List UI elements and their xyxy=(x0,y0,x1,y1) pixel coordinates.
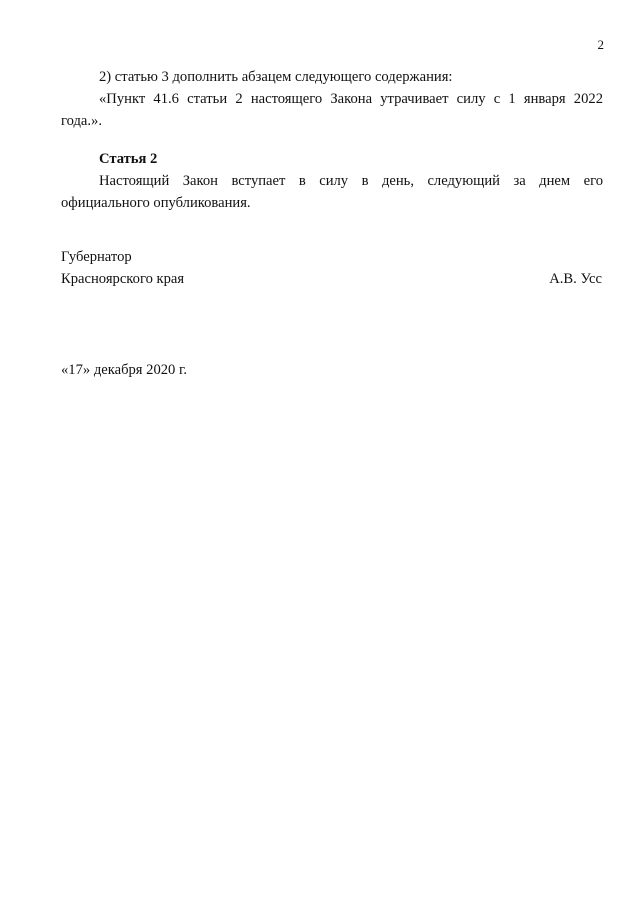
signature-title-line-2: Красноярского края xyxy=(61,271,185,287)
signatory-name: А.В. Усс xyxy=(549,271,602,287)
article-1-item-2: 2) статью 3 дополнить абзацем следующего содержания: xyxy=(99,69,453,85)
article-2-text-line-2: официального опубликования. xyxy=(61,195,251,211)
article-1-quote-line-2: года.». xyxy=(61,113,102,129)
document-date: «17» декабря 2020 г. xyxy=(61,362,187,378)
document-body xyxy=(61,66,603,381)
article-2-heading: Статья 2 xyxy=(99,151,158,167)
spacer xyxy=(61,214,603,246)
article-2-text-line-1: Настоящий Закон вступает в силу в день, следующий за днем его xyxy=(99,173,603,189)
spacer xyxy=(61,290,603,359)
article-1-quote-line-1: «Пункт 41.6 статьи 2 настоящего Закона утрачивает силу с 1 января 2022 xyxy=(99,91,603,107)
page-number: 2 xyxy=(597,37,604,52)
signature-title-line-1: Губернатор xyxy=(61,249,132,265)
spacer xyxy=(61,132,603,148)
signature-row xyxy=(61,268,603,290)
